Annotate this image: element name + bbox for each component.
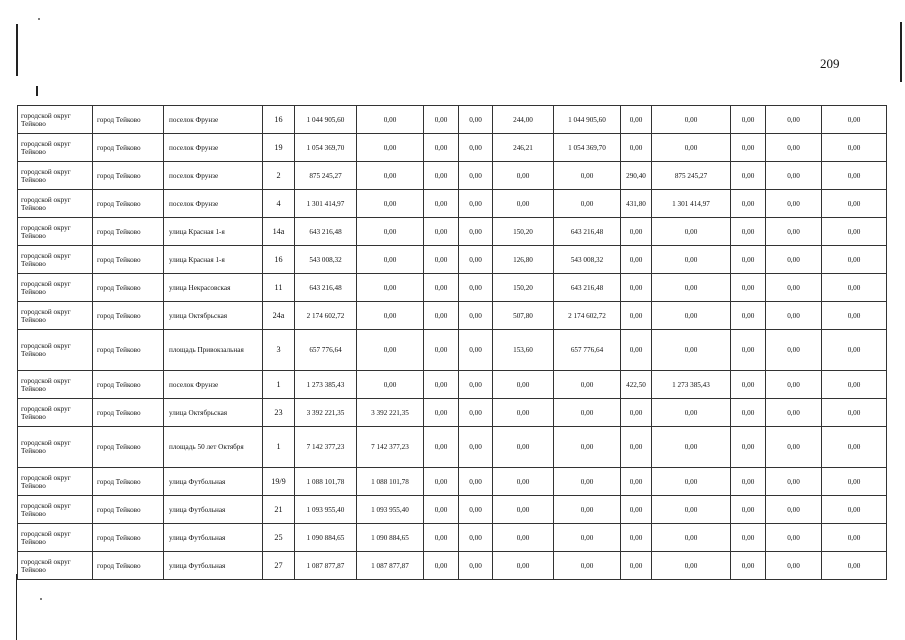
value-cell: 0,00 [554,399,621,427]
scan-margin-mark [16,574,17,640]
value-cell: 0,00 [822,524,887,552]
value-cell: 0,00 [731,134,766,162]
value-cell: 0,00 [424,274,459,302]
value-cell: 0,00 [621,552,652,580]
district-cell: городской округ Тейково [18,134,93,162]
house-number-cell: 16 [263,106,295,134]
value-cell: 0,00 [554,371,621,399]
city-cell: город Тейково [93,468,164,496]
value-cell: 0,00 [731,496,766,524]
value-cell: 0,00 [731,552,766,580]
value-cell: 0,00 [822,218,887,246]
house-number-cell: 3 [263,330,295,371]
value-cell: 0,00 [459,524,493,552]
value-cell: 507,80 [493,302,554,330]
value-cell: 1 093 955,40 [357,496,424,524]
district-cell: городской округ Тейково [18,427,93,468]
value-cell: 0,00 [424,330,459,371]
table-row [18,371,887,399]
value-cell: 0,00 [554,427,621,468]
city-cell: город Тейково [93,162,164,190]
value-cell: 0,00 [652,218,731,246]
city-cell: город Тейково [93,496,164,524]
value-cell: 0,00 [731,371,766,399]
street-cell: улица Футбольная [164,552,263,580]
city-cell: город Тейково [93,427,164,468]
value-cell: 0,00 [493,190,554,218]
district-cell: городской округ Тейково [18,302,93,330]
value-cell: 0,00 [766,371,822,399]
value-cell: 0,00 [731,190,766,218]
district-cell: городской округ Тейково [18,552,93,580]
value-cell: 0,00 [822,371,887,399]
value-cell: 0,00 [621,274,652,302]
street-cell: улица Октябрьская [164,302,263,330]
city-cell: город Тейково [93,330,164,371]
street-cell: улица Футбольная [164,524,263,552]
value-cell: 0,00 [822,330,887,371]
total-cost-cell: 1 044 905,60 [295,106,357,134]
district-cell: городской округ Тейково [18,106,93,134]
value-cell: 290,40 [621,162,652,190]
value-cell: 0,00 [766,496,822,524]
value-cell: 0,00 [424,246,459,274]
value-cell: 0,00 [621,496,652,524]
value-cell: 0,00 [493,371,554,399]
street-cell: улица Красная 1-я [164,246,263,274]
city-cell: город Тейково [93,218,164,246]
value-cell: 1 301 414,97 [652,190,731,218]
value-cell: 0,00 [766,552,822,580]
table-row [18,162,887,190]
value-cell: 0,00 [424,218,459,246]
value-cell: 0,00 [459,190,493,218]
value-cell: 0,00 [652,399,731,427]
district-cell: городской округ Тейково [18,162,93,190]
street-cell: улица Красная 1-я [164,218,263,246]
house-number-cell: 2 [263,162,295,190]
value-cell: 0,00 [766,468,822,496]
table-row [18,246,887,274]
value-cell: 0,00 [424,134,459,162]
value-cell: 0,00 [621,468,652,496]
value-cell: 0,00 [459,162,493,190]
total-cost-cell: 1 088 101,78 [295,468,357,496]
value-cell: 0,00 [554,468,621,496]
value-cell: 0,00 [424,371,459,399]
value-cell: 0,00 [731,302,766,330]
city-cell: город Тейково [93,371,164,399]
value-cell: 0,00 [459,371,493,399]
value-cell: 0,00 [357,218,424,246]
value-cell: 0,00 [766,399,822,427]
value-cell: 0,00 [766,218,822,246]
value-cell: 0,00 [554,162,621,190]
value-cell: 0,00 [357,134,424,162]
value-cell: 0,00 [766,427,822,468]
table-row [18,274,887,302]
value-cell: 1 087 877,87 [357,552,424,580]
total-cost-cell: 657 776,64 [295,330,357,371]
value-cell: 0,00 [652,552,731,580]
value-cell: 0,00 [731,468,766,496]
value-cell: 431,80 [621,190,652,218]
value-cell: 0,00 [731,399,766,427]
scan-speck [40,598,42,600]
total-cost-cell: 2 174 602,72 [295,302,357,330]
value-cell: 0,00 [459,134,493,162]
table-row [18,330,887,371]
page-number: 209 [820,56,840,71]
total-cost-cell: 1 301 414,97 [295,190,357,218]
house-number-cell: 1 [263,371,295,399]
value-cell: 0,00 [621,302,652,330]
value-cell: 7 142 377,23 [357,427,424,468]
house-number-cell: 11 [263,274,295,302]
value-cell: 0,00 [822,552,887,580]
value-cell: 0,00 [652,468,731,496]
total-cost-cell: 643 216,48 [295,218,357,246]
city-cell: город Тейково [93,399,164,427]
value-cell: 153,60 [493,330,554,371]
value-cell: 0,00 [621,399,652,427]
value-cell: 0,00 [459,246,493,274]
value-cell: 2 174 602,72 [554,302,621,330]
value-cell: 0,00 [766,106,822,134]
value-cell: 0,00 [357,330,424,371]
value-cell: 246,21 [493,134,554,162]
city-cell: город Тейково [93,246,164,274]
scan-speck [38,18,40,20]
table-body [18,106,887,580]
value-cell: 0,00 [357,371,424,399]
district-cell: городской округ Тейково [18,246,93,274]
value-cell: 1 044 905,60 [554,106,621,134]
street-cell: поселок Фрунзе [164,134,263,162]
value-cell: 0,00 [459,218,493,246]
city-cell: город Тейково [93,524,164,552]
city-cell: город Тейково [93,134,164,162]
value-cell: 0,00 [822,302,887,330]
table-row [18,106,887,134]
value-cell: 0,00 [766,190,822,218]
value-cell: 0,00 [554,496,621,524]
value-cell: 0,00 [459,330,493,371]
value-cell: 0,00 [357,246,424,274]
value-cell: 0,00 [493,552,554,580]
value-cell: 0,00 [766,134,822,162]
value-cell: 0,00 [766,274,822,302]
house-number-cell: 24а [263,302,295,330]
value-cell: 0,00 [652,496,731,524]
scan-margin-mark [16,24,18,76]
value-cell: 0,00 [822,468,887,496]
value-cell: 0,00 [822,134,887,162]
value-cell: 0,00 [424,552,459,580]
total-cost-cell: 1 093 955,40 [295,496,357,524]
table-row [18,496,887,524]
value-cell: 0,00 [424,468,459,496]
value-cell: 0,00 [766,302,822,330]
value-cell: 0,00 [822,246,887,274]
city-cell: город Тейково [93,106,164,134]
total-cost-cell: 1 054 369,70 [295,134,357,162]
district-cell: городской округ Тейково [18,330,93,371]
value-cell: 0,00 [731,274,766,302]
house-number-cell: 19 [263,134,295,162]
house-number-cell: 27 [263,552,295,580]
house-number-cell: 25 [263,524,295,552]
value-cell: 0,00 [652,524,731,552]
value-cell: 1 088 101,78 [357,468,424,496]
value-cell: 1 090 884,65 [357,524,424,552]
value-cell: 0,00 [731,106,766,134]
city-cell: город Тейково [93,302,164,330]
value-cell: 0,00 [621,246,652,274]
district-cell: городской округ Тейково [18,190,93,218]
value-cell: 0,00 [357,162,424,190]
total-cost-cell: 7 142 377,23 [295,427,357,468]
value-cell: 0,00 [459,399,493,427]
street-cell: площадь 50 лет Октября [164,427,263,468]
value-cell: 0,00 [459,468,493,496]
value-cell: 0,00 [424,106,459,134]
value-cell: 0,00 [424,162,459,190]
value-cell: 0,00 [822,190,887,218]
table-row [18,302,887,330]
street-cell: площадь Привокзальная [164,330,263,371]
house-number-cell: 19/9 [263,468,295,496]
district-cell: городской округ Тейково [18,274,93,302]
value-cell: 0,00 [459,106,493,134]
street-cell: поселок Фрунзе [164,162,263,190]
total-cost-cell: 643 216,48 [295,274,357,302]
value-cell: 244,00 [493,106,554,134]
value-cell: 0,00 [621,330,652,371]
city-cell: город Тейково [93,190,164,218]
total-cost-cell: 875 245,27 [295,162,357,190]
district-cell: городской округ Тейково [18,218,93,246]
value-cell: 0,00 [731,330,766,371]
value-cell: 0,00 [822,496,887,524]
street-cell: поселок Фрунзе [164,190,263,218]
value-cell: 0,00 [554,524,621,552]
value-cell: 0,00 [621,106,652,134]
value-cell: 0,00 [554,552,621,580]
value-cell: 150,20 [493,274,554,302]
value-cell: 0,00 [731,246,766,274]
table-row [18,134,887,162]
table-row [18,399,887,427]
value-cell: 0,00 [459,496,493,524]
value-cell: 0,00 [652,427,731,468]
value-cell: 0,00 [731,427,766,468]
street-cell: улица Октябрьская [164,399,263,427]
street-cell: улица Футбольная [164,496,263,524]
street-cell: поселок Фрунзе [164,371,263,399]
value-cell: 0,00 [652,134,731,162]
total-cost-cell: 1 090 884,65 [295,524,357,552]
value-cell: 0,00 [459,274,493,302]
value-cell: 0,00 [357,106,424,134]
total-cost-cell: 1 087 877,87 [295,552,357,580]
value-cell: 0,00 [493,399,554,427]
value-cell: 643 216,48 [554,274,621,302]
house-number-cell: 1 [263,427,295,468]
value-cell: 0,00 [424,524,459,552]
value-cell: 150,20 [493,218,554,246]
table-row [18,468,887,496]
street-cell: улица Футбольная [164,468,263,496]
district-cell: городской округ Тейково [18,371,93,399]
street-cell: поселок Фрунзе [164,106,263,134]
value-cell: 0,00 [554,190,621,218]
value-cell: 0,00 [493,524,554,552]
value-cell: 0,00 [621,427,652,468]
value-cell: 0,00 [766,524,822,552]
value-cell: 0,00 [822,106,887,134]
value-cell: 0,00 [731,218,766,246]
value-cell: 875 245,27 [652,162,731,190]
value-cell: 1 054 369,70 [554,134,621,162]
district-cell: городской округ Тейково [18,468,93,496]
value-cell: 0,00 [424,427,459,468]
value-cell: 0,00 [652,246,731,274]
scan-margin-mark [36,86,38,96]
value-cell: 0,00 [424,190,459,218]
scan-margin-mark [900,22,902,82]
table-row [18,218,887,246]
value-cell: 0,00 [459,302,493,330]
value-cell: 0,00 [822,162,887,190]
value-cell: 0,00 [357,190,424,218]
value-cell: 543 008,32 [554,246,621,274]
value-cell: 0,00 [822,399,887,427]
value-cell: 0,00 [652,274,731,302]
value-cell: 0,00 [731,162,766,190]
value-cell: 0,00 [424,399,459,427]
value-cell: 0,00 [652,302,731,330]
house-number-cell: 23 [263,399,295,427]
value-cell: 657 776,64 [554,330,621,371]
value-cell: 0,00 [424,302,459,330]
district-cell: городской округ Тейково [18,524,93,552]
street-cell: улица Некрасовская [164,274,263,302]
value-cell: 0,00 [621,134,652,162]
house-number-cell: 14а [263,218,295,246]
value-cell: 0,00 [652,106,731,134]
value-cell: 0,00 [493,496,554,524]
value-cell: 1 273 385,43 [652,371,731,399]
city-cell: город Тейково [93,274,164,302]
value-cell: 126,80 [493,246,554,274]
value-cell: 0,00 [731,524,766,552]
value-cell: 0,00 [766,162,822,190]
value-cell: 643 216,48 [554,218,621,246]
value-cell: 0,00 [459,552,493,580]
value-cell: 0,00 [766,330,822,371]
value-cell: 0,00 [493,162,554,190]
house-number-cell: 21 [263,496,295,524]
district-cell: городской округ Тейково [18,496,93,524]
value-cell: 0,00 [357,302,424,330]
total-cost-cell: 543 008,32 [295,246,357,274]
total-cost-cell: 3 392 221,35 [295,399,357,427]
value-cell: 0,00 [822,274,887,302]
value-cell: 0,00 [424,496,459,524]
value-cell: 0,00 [493,468,554,496]
house-number-cell: 16 [263,246,295,274]
value-cell: 3 392 221,35 [357,399,424,427]
value-cell: 422,50 [621,371,652,399]
value-cell: 0,00 [621,524,652,552]
table-row [18,552,887,580]
city-cell: город Тейково [93,552,164,580]
house-number-cell: 4 [263,190,295,218]
value-cell: 0,00 [493,427,554,468]
district-cell: городской округ Тейково [18,399,93,427]
total-cost-cell: 1 273 385,43 [295,371,357,399]
value-cell: 0,00 [766,246,822,274]
value-cell: 0,00 [652,330,731,371]
table-row [18,427,887,468]
value-cell: 0,00 [621,218,652,246]
table-row [18,524,887,552]
value-cell: 0,00 [357,274,424,302]
value-cell: 0,00 [822,427,887,468]
value-cell: 0,00 [459,427,493,468]
housing-register-table [17,105,887,580]
table-row [18,190,887,218]
